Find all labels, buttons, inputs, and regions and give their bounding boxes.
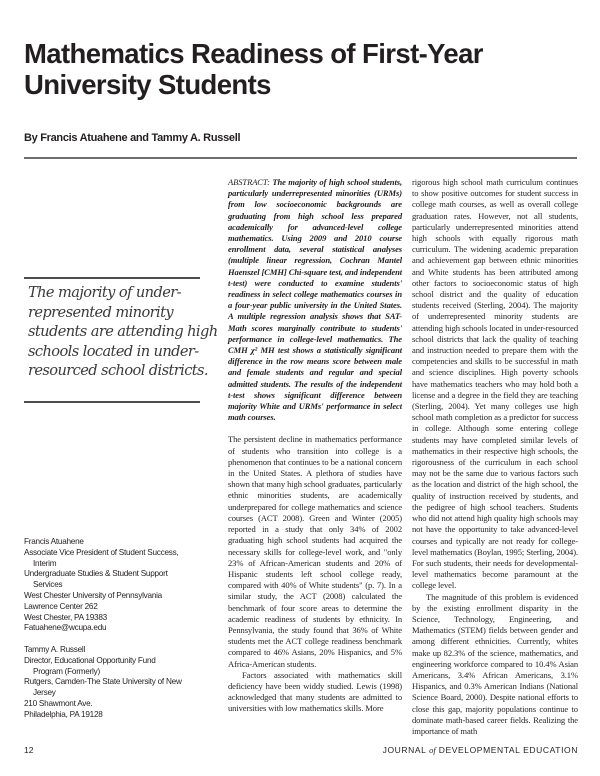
pullquote-rule-top <box>24 277 200 279</box>
author-dept-cont: Services <box>33 580 63 590</box>
author-email[interactable]: Fatuahene@wcupa.edu <box>24 623 107 633</box>
author-name: Francis Atuahene <box>24 537 84 546</box>
byline: By Francis Atuahene and Tammy A. Russell <box>24 132 241 144</box>
body-middle <box>228 434 402 714</box>
author-affiliation-2 <box>24 645 219 721</box>
journal-name-of: of <box>429 745 436 755</box>
author-dept: Undergraduate Studies & Student Support <box>24 569 168 579</box>
author-address: Lawrence Center 262 <box>24 601 98 611</box>
journal-name-pre: JOURNAL <box>382 745 430 755</box>
header-rule <box>24 157 577 159</box>
body-paragraph: rigorous high school math curriculum continues to show positive outcomes for student success in college math courses, as well as overall college graduation rates. However, not all students, particularly underrepresented minorities attend high schools with equally rigorous math curriculum. The widening academic preparation and achievement gap between ethnic minorities and White students has been attributed among other factors to socioeconomic status of high school district and the quality of education students received (Sterling, 2004). The majority of underrepresented minority students are attending high schools located in under-resourced school districts that lack the quality of teaching and instruction needed to prepare them with the competencies and skills to be successful in math and science disciplines. High poverty schools have mathematics teachers who may hold both a license and a degree in the field they are teaching (Sterling, 2004). Yet many colleges use high school math completion as a predictor for success in college. Although some entering college students may have completed similar levels of mathematics in their respective high schools, the rigorousness of the curriculum in each school may not be the same due to various factors such as the location and district of the high school, the quality of instruction received by students, and the pedigree of high school teachers. Students who did not attend high quality high schools may not have the opportunity to take advanced-level courses and typically are not ready for college-level mathematics (Boylan, 1995; Sterling, 2004). For such students, their needs for developmental-level mathematics become paramount at the college level. <box>412 177 579 591</box>
author-city: West Chester, PA 19383 <box>24 612 107 622</box>
body-paragraph: The persistent decline in mathematics performance of students who transition into college is a phenomenon that continues to be a national concern in the United States. A plethora of studies have shown that many high school graduates, particularly ethnic minorities students, are academically underprepared for college mathematics and science courses (ACT 2008). Green and Winter (2005) reported in a study that only 34% of 2002 graduating high school students had acquired the necessary skills for college-level work, and "only 23% of African-American students and 20% of Hispanic students left school college ready, compared with 40% of White students" (p. 7). In a similar study, the ACT (2008) calculated the benchmark of four score areas to determine the academic readiness of students by ethnicity. In Pennsylvania, the study found that 36% of White students met the ACT college readiness benchmark compared to 46% Asians, 20% Hispanics, and 5% Africa-American students. <box>228 434 402 669</box>
author-title: Director, Educational Opportunity Fund <box>24 655 156 665</box>
author-affiliation-1 <box>24 537 219 634</box>
body-paragraph: The magnitude of this problem is evidenced by the existing enrollment disparity in the Science, Technology, Engineering, and Mathematics (STEM) fields between gender and among different ethnicities. Currently, whites make up 82.3% of the science, mathematics, and engineering workforce compared to 10.4% Asian Americans, 3.4% African Americans, 3.1% Hispanics, and 0.3% American Indians (National Science Board, 2000). Despite national efforts to close this gap, majority populations continue to dominate math-based career fields. Realizing the importance of math <box>412 591 578 736</box>
abstract-text: The majority of high school students, particularly underrepresented minorities (URMs) from low socioeconomic backgrounds are graduating from high school less prepared academically for advanced-level college mathematics. Using 2009 and 2010 course enrollment data, several statistical analyses (multiple linear regression, Cochran Mantel Haenszel [CMH] Chi-square test, and independent t-test) were conducted to examine students' readiness in select college mathematics courses in a four-year public university in the United States. A multiple regression analysis shows that SAT-Math scores marginally contribute to students' performance in college-level mathematics. The CMH χ² MH test shows a statistically significant difference in the row means score between male and female students and regular and special admitted students. The results of the independent t-test shows significant difference between majority White and URMs' performance in select math courses. <box>228 177 402 423</box>
author-institution: Rutgers, Camden-The State University of New <box>24 677 182 687</box>
page-number: 12 <box>24 745 34 755</box>
author-institution: West Chester University of Pennsylvania <box>24 590 162 600</box>
pullquote: The majority of under-represented minority students are attending high schools located in under-resourced school districts. <box>28 284 218 379</box>
author-address: 210 Shawmont Ave. <box>24 698 93 708</box>
pullquote-rule-bottom <box>24 401 200 403</box>
column-middle <box>228 177 402 715</box>
abstract-label: ABSTRACT: <box>228 177 270 187</box>
article-title: Mathematics Readiness of First-Year University Students <box>24 38 483 100</box>
author-city: Philadelphia, PA 19128 <box>24 709 103 719</box>
author-title-cont: Interim <box>33 558 57 568</box>
body-paragraph: Factors associated with mathematics skill deficiency have been widdy studied. Lewis (1998) acknowledged that many students are admitted to universities with low mathematics skills. More <box>228 669 402 714</box>
author-title-cont: Program (Formerly) <box>33 666 100 676</box>
journal-name-post: DEVELOPMENTAL EDUCATION <box>435 745 578 755</box>
journal-name <box>383 745 578 755</box>
column-right <box>412 177 578 737</box>
author-title: Associate Vice President of Student Success, <box>24 547 179 557</box>
author-name: Tammy A. Russell <box>24 645 86 654</box>
abstract <box>228 177 402 423</box>
author-institution-cont: Jersey <box>33 688 56 698</box>
